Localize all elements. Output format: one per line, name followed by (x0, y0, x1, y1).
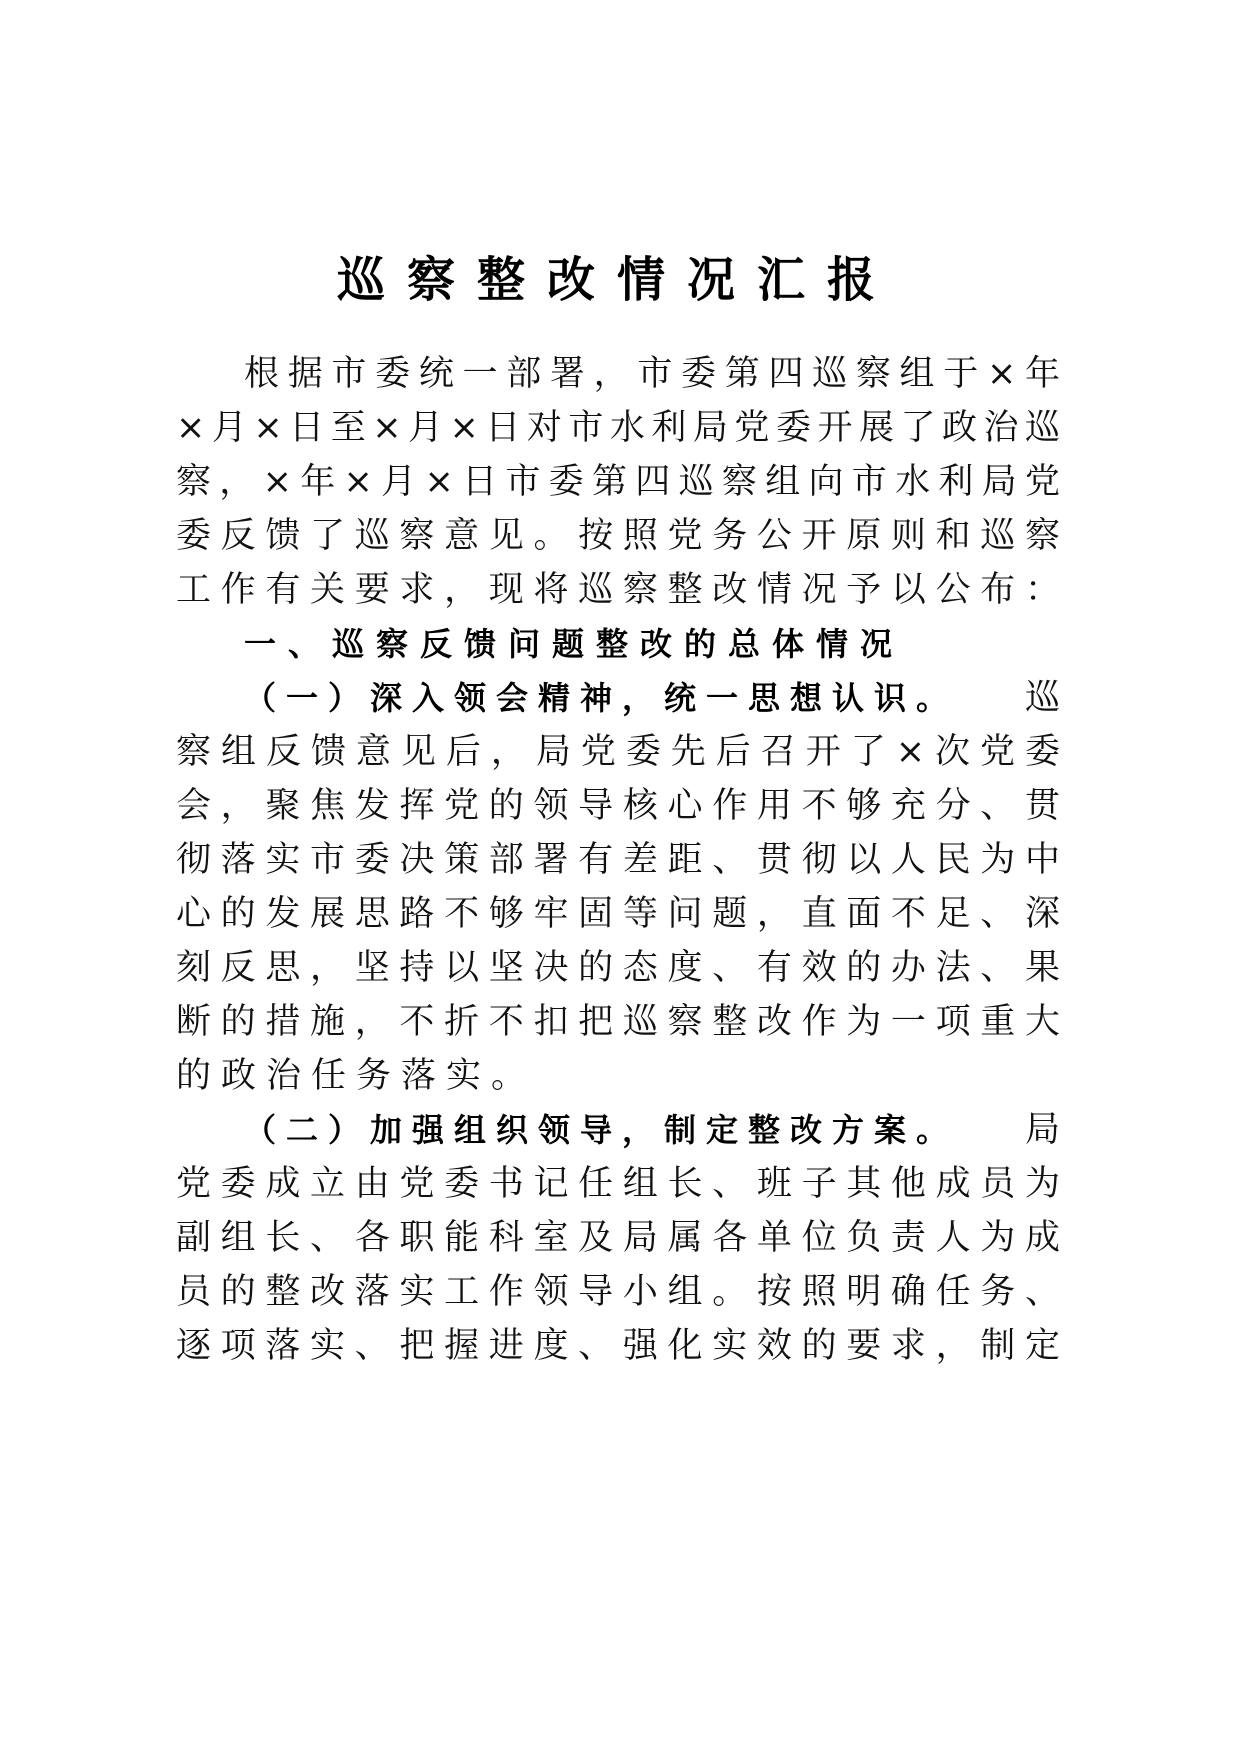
paragraph-line: 工作有关要求，现将巡察整改情况予以公布： (176, 570, 1060, 610)
paragraph-line: 委反馈了巡察意见。按照党务公开原则和巡察 (176, 516, 1060, 556)
subsection-heading: （二）加强组织领导，制定整改方案。 (244, 1111, 959, 1149)
paragraph-text: 巡 (1024, 678, 1060, 718)
paragraph-line: 逐项落实、把握进度、强化实效的要求，制定 (176, 1326, 1060, 1366)
paragraph-line: 察，×年×月×日市委第四巡察组向市水利局党 (176, 462, 1060, 502)
paragraph-line: 刻反思，坚持以坚决的态度、有效的办法、果 (176, 948, 1060, 988)
subsection-line (244, 1106, 1060, 1154)
paragraph-line: 根据市委统一部署，市委第四巡察组于×年 (244, 354, 1060, 394)
subsection-heading: （一）深入领会精神，统一思想认识。 (244, 679, 959, 717)
paragraph-line: 会，聚焦发挥党的领导核心作用不够充分、贯 (176, 786, 1060, 826)
document-title: 巡察整改情况汇报 (336, 252, 897, 308)
paragraph-text: 局 (1024, 1110, 1060, 1150)
paragraph-line: 彻落实市委决策部署有差距、贯彻以人民为中 (176, 840, 1060, 880)
paragraph-line: 断的措施，不折不扣把巡察整改作为一项重大 (176, 1002, 1060, 1042)
paragraph-line: ×月×日至×月×日对市水利局党委开展了政治巡 (176, 408, 1060, 448)
subsection-line (244, 674, 1060, 722)
paragraph-line: 心的发展思路不够牢固等问题，直面不足、深 (176, 894, 1060, 934)
paragraph-line: 的政治任务落实。 (176, 1056, 537, 1096)
section-heading: 一、巡察反馈问题整改的总体情况 (244, 625, 905, 663)
paragraph-line: 副组长、各职能科室及局属各单位负责人为成 (176, 1218, 1060, 1258)
paragraph-line: 党委成立由党委书记任组长、班子其他成员为 (176, 1164, 1060, 1204)
paragraph-line: 员的整改落实工作领导小组。按照明确任务、 (176, 1272, 1060, 1312)
paragraph-line: 察组反馈意见后，局党委先后召开了×次党委 (176, 732, 1060, 772)
